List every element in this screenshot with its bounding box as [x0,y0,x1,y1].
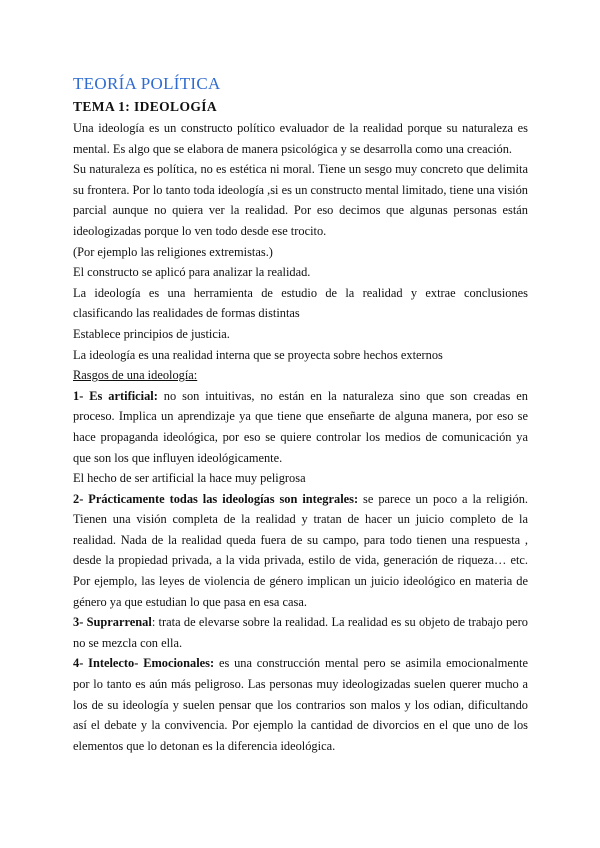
rasgo-label: 1- Es artificial: [73,388,158,403]
paragraph: Establece principios de justicia. [73,326,230,341]
rasgo-text: es una construcción mental pero se asimila emocionalmente por lo tanto es aún más peligroso. Las personas muy ideologizadas suelen querer mucho a los de su ideología y suelen pensar que los contrarios son malos y los odian, dificultando así el debate y la convivencia. Por ejemplo la cantidad de divorcios en el que uno de los elementos que lo detonan es la diferencia ideológica. [73,656,528,753]
section-heading: TEMA 1: IDEOLOGÍA [73,99,218,114]
paragraph: La ideología es una realidad interna que se proyecta sobre hechos externos [73,347,443,362]
rasgo-item [73,612,528,653]
document-page [73,72,528,756]
rasgo-label: 2- Prácticamente todas las ideologías son integrales: [73,491,359,506]
rasgo-text: no son intuitivas, no están en la naturaleza sino que son creadas en proceso. Implica un aprendizaje ya que tiene que enseñarte de alguna manera, por eso se hace propaganda ideológica, por eso se quiere controlar los medios de comunicación ya que son los que influyen ideológicamente. [73,388,528,465]
rasgo-note: El hecho de ser artificial la hace muy peligrosa [73,471,306,486]
rasgo-text: : trata de elevarse sobre la realidad. La realidad es su objeto de trabajo pero no se mezcla con ella. [73,615,528,650]
rasgo-label: 3- Suprarrenal [73,615,152,630]
rasgo-label: 4- Intelecto- Emocionales: [73,656,215,671]
rasgo-item [73,386,528,468]
rasgo-text: se parece un poco a la religión. Tienen una visión completa de la realidad y tratan de hacer un juicio completo de la realidad. Nada de la realidad queda fuera de su campo, para todo tienen una respuesta , desde la propiedad privada, a la vida privada, estilo de vida, generación de riqueza… etc. Por ejemplo, las leyes de violencia de género implican un juicio ideológico en materia de género ya que estudian lo que pasa en esa casa. [73,491,528,609]
paragraph: Su naturaleza es política, no es estética ni moral. Tiene un sesgo muy concreto que delimita su frontera. Por lo tanto toda ideología ,si es un constructo mental limitado, tiene una visión parcial aunque no quiera ver la realidad. Por eso decimos que algunas personas están ideologizadas porque lo ven todo desde ese trocito. [73,162,528,238]
rasgo-item [73,489,528,613]
document-title: TEORÍA POLÍTICA [73,74,221,93]
rasgo-item [73,653,528,756]
paragraph: La ideología es una herramienta de estudio de la realidad y extrae conclusiones clasificando las realidades de formas distintas [73,285,528,321]
paragraph: Una ideología es un constructo político evaluador de la realidad porque su naturaleza es mental. Es algo que se elabora de manera psicológica y se desarrolla como una creación. [73,121,528,156]
paragraph: (Por ejemplo las religiones extremistas.) [73,244,273,259]
paragraph: El constructo se aplicó para analizar la realidad. [73,265,311,280]
rasgos-heading: Rasgos de una ideología: [73,368,198,383]
